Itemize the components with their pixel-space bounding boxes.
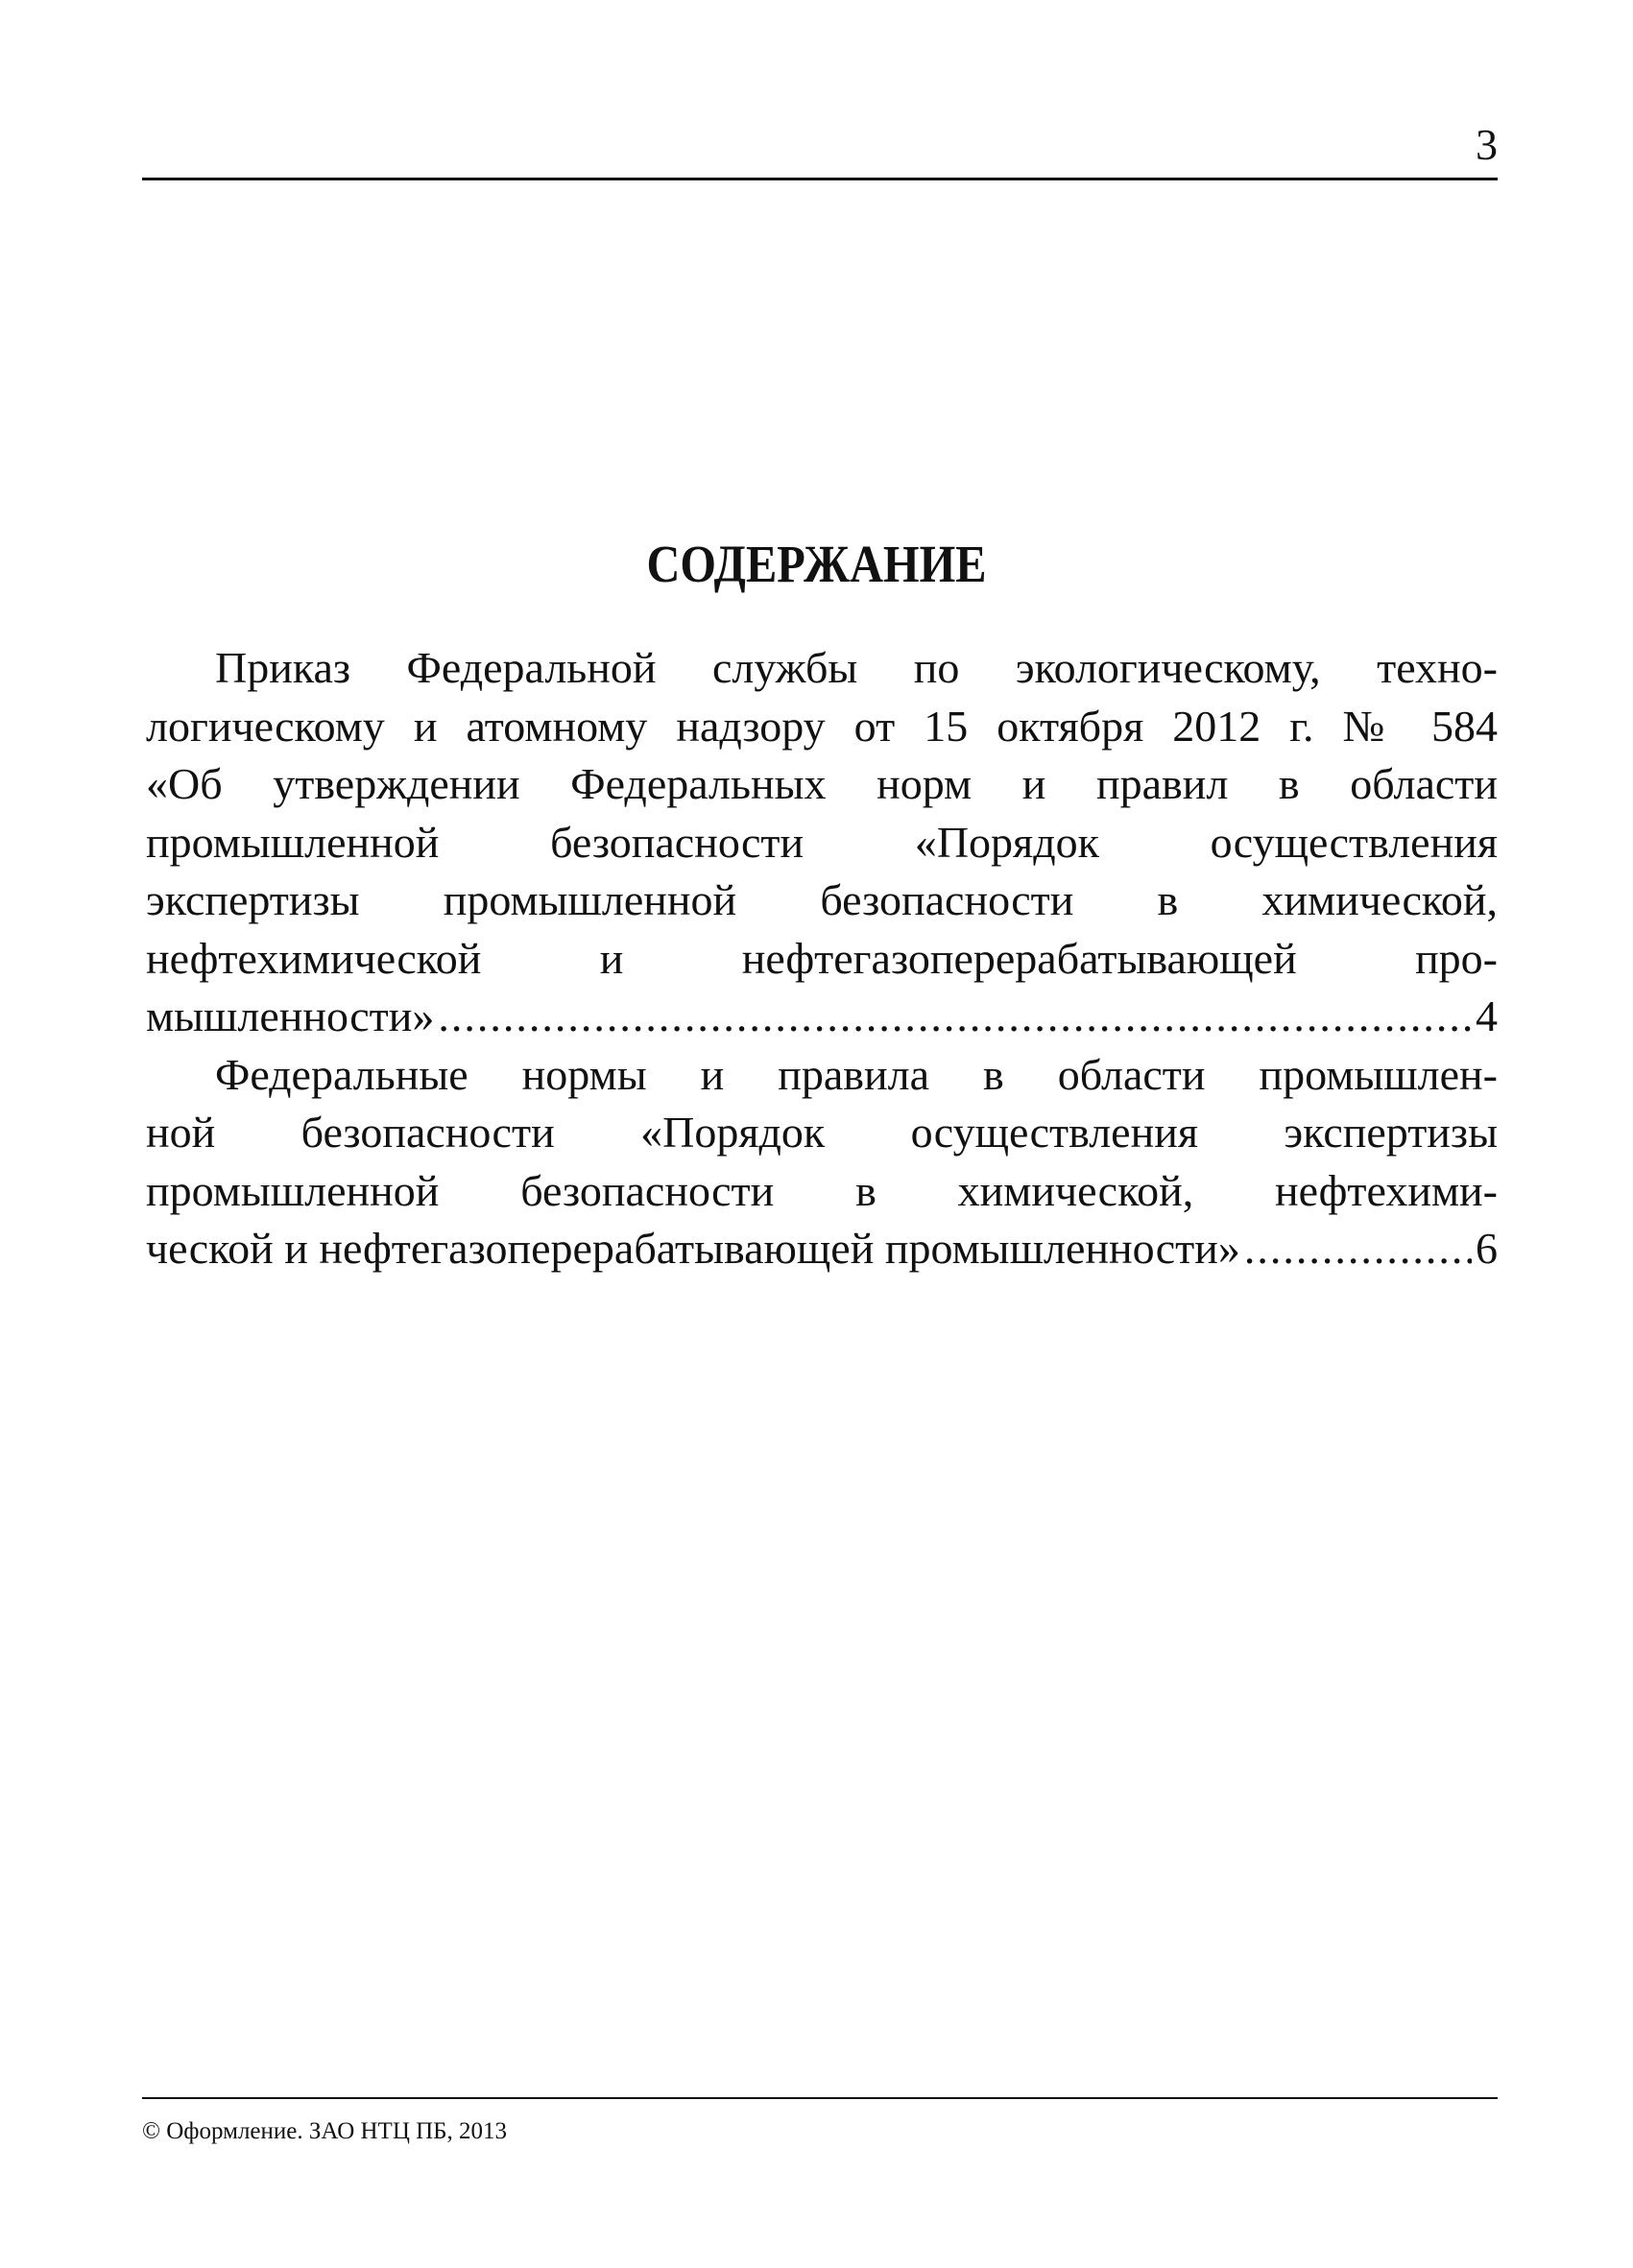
toc-entry-line: нефтехимической и нефтегазоперерабатывающей про- [146, 933, 1498, 983]
footer-rule [142, 2097, 1498, 2099]
table-of-contents [146, 639, 1498, 1278]
toc-entry-federal-norms[interactable] [146, 1046, 1498, 1278]
toc-entry-line: ческой и нефтегазоперерабатывающей промышленности» [146, 1224, 1240, 1273]
dot-leader [438, 988, 1472, 1046]
toc-entry-last-line [146, 1220, 1498, 1278]
toc-entry-last-line [146, 988, 1498, 1046]
toc-title: СОДЕРЖАНИЕ [646, 535, 987, 593]
toc-entry-line: промышленной безопасности в химической, нефтехими- [146, 1165, 1498, 1215]
toc-page-number: 4 [1476, 991, 1498, 1040]
toc-entry-line: мышленности» [146, 991, 435, 1040]
toc-entry-line: экспертизы промышленной безопасности в химической, [146, 875, 1498, 924]
toc-entry-line: ной безопасности «Порядок осуществления экспертизы [146, 1108, 1498, 1157]
toc-entry-line: логическому и атомному надзору от 15 октября 2012 г. № 584 [146, 701, 1498, 751]
copyright-footer: © Оформление. ЗАО НТЦ ПБ, 2013 [142, 2118, 508, 2144]
header-rule [142, 178, 1498, 180]
dot-leader [1244, 1220, 1472, 1278]
toc-entry-line: «Об утверждении Федеральных норм и правил в области [146, 759, 1498, 808]
toc-entry-line: Федеральные нормы и правила в области промышлен- [215, 1049, 1498, 1099]
toc-page-number: 6 [1476, 1224, 1498, 1273]
toc-entry-order-584[interactable] [146, 639, 1498, 1046]
page-number: 3 [1476, 120, 1498, 169]
toc-entry-line: Приказ Федеральной службы по экологическому, техно- [215, 643, 1498, 692]
toc-entry-line: промышленной безопасности «Порядок осуществления [146, 817, 1498, 867]
